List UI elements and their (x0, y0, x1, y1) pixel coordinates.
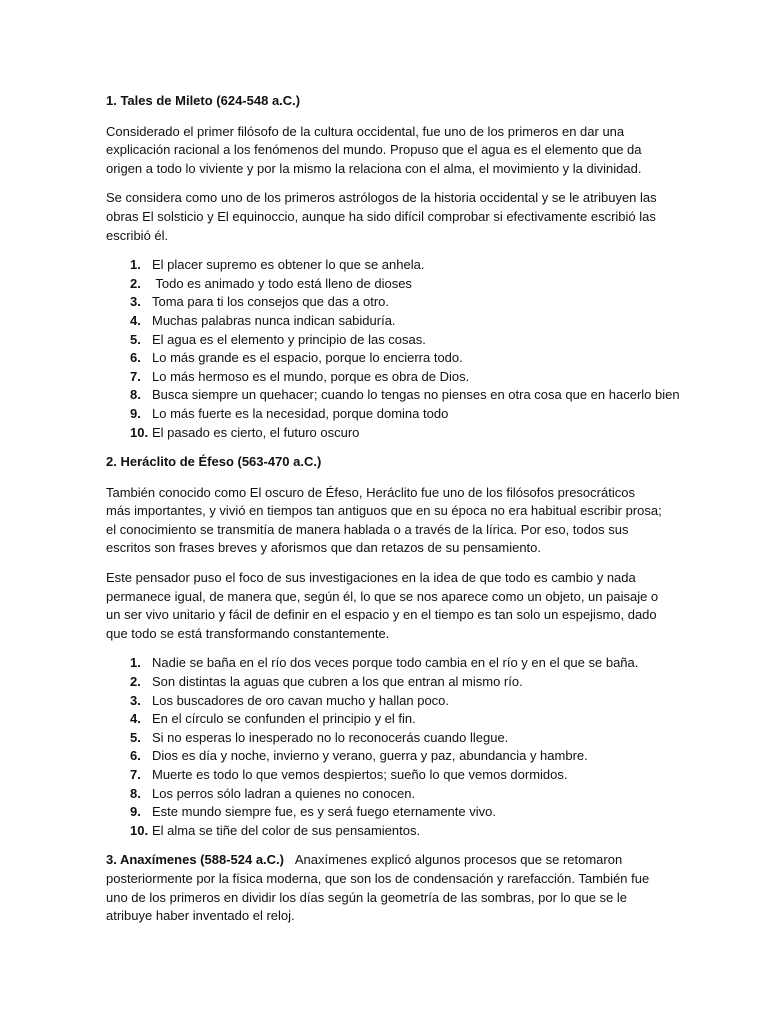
list-number: 6. (130, 748, 141, 764)
list-text: Lo más hermoso es el mundo, porque es obra de Dios. (152, 368, 470, 384)
paragraph: Este pensador puso el foco de sus investigaciones en la idea de que todo es cambio y nada permanece igual, de manera que, según él, lo que se nos aparece como un objeto, un paisaje o un ser vivo unitario y fácil de definir en el espacio y en el tiempo es tan solo un espejismo, dado que todo se está transformando constantemente. (106, 570, 659, 641)
list-number: 9. (130, 804, 141, 820)
list-text: Lo más fuerte es la necesidad, porque domina todo (152, 405, 449, 421)
list-item (106, 692, 662, 711)
list-item (106, 710, 662, 729)
section-title-anaximenes: 3. Anaxímenes (588-524 a.C.) (106, 852, 284, 868)
list-item (106, 312, 662, 331)
list-item (106, 424, 662, 443)
list-number: 8. (130, 387, 141, 403)
list-number: 7. (130, 767, 141, 782)
list-number: 10. (130, 424, 149, 440)
list-number: 7. (130, 368, 141, 384)
document-content (106, 92, 680, 926)
list-item (106, 654, 662, 673)
list-item (106, 293, 662, 312)
list-item (106, 803, 662, 822)
list-number: 3. (130, 294, 141, 310)
list-text: Dios es día y noche, invierno y verano, guerra y paz, abundancia y hambre. (152, 748, 588, 764)
quote-list-heraclito (106, 654, 662, 840)
list-text: Muchas palabras nunca indican sabiduría. (152, 312, 396, 328)
list-text: Nadie se baña en el río dos veces porque todo cambia en el río y en el que se baña. (152, 655, 639, 671)
list-number: 4. (130, 312, 141, 328)
list-text: En el círculo se confunden el principio y el fin. (152, 711, 416, 727)
list-text: El alma se tiñe del color de sus pensamientos. (152, 822, 421, 838)
list-item (106, 766, 662, 785)
section-body-anaximenes: Anaxímenes explicó algunos procesos que se retomaron posteriormente por la física moderna, que son los de condensación y rarefacción. También fue uno de los primeros en dividir los días según la geometría de las sombras, por lo que se le atribuye haber inventado el reloj. (106, 852, 650, 924)
list-text: El pasado es cierto, el futuro oscuro (152, 424, 360, 440)
list-item (106, 349, 662, 368)
paragraph: Considerado el primer filósofo de la cultura occidental, fue uno de los primeros en dar una explicación racional a los fenómenos del mundo. Propuso que el agua es el elemento que da origen a todo lo viviente y por la mismo la relaciona con el alma, el movimiento y la divinidad. (106, 123, 642, 176)
list-text: Toma para ti los consejos que das a otro. (152, 294, 390, 310)
list-item (106, 729, 662, 748)
list-item (106, 785, 662, 804)
list-item (106, 405, 662, 424)
list-item (106, 368, 662, 387)
paragraph: También conocido como El oscuro de Éfeso, Heráclito fue uno de los filósofos presocráticos más importantes, y vivió en tiempos tan antiguos que en su época no era habitual escribir prosa; el conocimiento se transmitía de manera hablada o a través de la lírica. Por eso, todos sus escritos son frases breves y aforismos que dan retazos de su pensamiento. (106, 484, 662, 556)
list-number: 10. (130, 822, 149, 838)
list-item (106, 673, 662, 692)
list-item (106, 386, 680, 405)
list-text: Lo más grande es el espacio, porque lo encierra todo. (152, 350, 463, 366)
paragraph-anaximenes (106, 851, 662, 925)
section-title-tales: 1. Tales de Mileto (624-548 a.C.) (106, 93, 301, 108)
list-number: 1. (130, 257, 141, 273)
list-item (106, 256, 662, 275)
list-number: 9. (130, 405, 141, 421)
list-number: 2. (130, 674, 141, 690)
list-number: 8. (130, 785, 141, 801)
list-number: 4. (130, 711, 141, 727)
paragraph: Se considera como uno de los primeros astrólogos de la historia occidental y se le atribuyen las obras El solsticio y El equinoccio, aunque ha sido difícil comprobar si efectivamente escribió las escribió él. (106, 190, 657, 243)
list-number: 6. (130, 350, 141, 366)
list-item (106, 822, 662, 841)
list-text: Todo es animado y todo está lleno de dioses (152, 275, 412, 291)
section-title-heraclito: 2. Heráclito de Éfeso (563-470 a.C.) (106, 454, 322, 470)
list-text: Los buscadores de oro cavan mucho y hallan poco. (152, 692, 450, 708)
list-number: 5. (130, 729, 141, 745)
list-number: 1. (130, 655, 141, 671)
list-text: Los perros sólo ladran a quienes no conocen. (152, 785, 416, 801)
list-number: 5. (130, 331, 141, 347)
list-number: 3. (130, 692, 141, 708)
list-text: Son distintas la aguas que cubren a los que entran al mismo río. (152, 674, 523, 690)
list-text: Este mundo siempre fue, es y será fuego eternamente vivo. (152, 804, 496, 820)
list-text: Si no esperas lo inesperado no lo reconocerás cuando llegue. (152, 729, 509, 745)
list-text: El agua es el elemento y principio de las cosas. (152, 331, 426, 347)
list-item (106, 747, 662, 766)
list-text: Muerte es todo lo que vemos despiertos; sueño lo que vemos dormidos. (152, 767, 568, 782)
list-item (106, 275, 662, 294)
quote-list-tales (106, 256, 680, 442)
list-number: 2. (130, 275, 141, 291)
list-text: El placer supremo es obtener lo que se anhela. (152, 257, 425, 273)
list-item (106, 331, 662, 350)
list-text: Busca siempre un quehacer; cuando lo tengas no pienses en otra cosa que en hacerlo bien (152, 387, 680, 403)
